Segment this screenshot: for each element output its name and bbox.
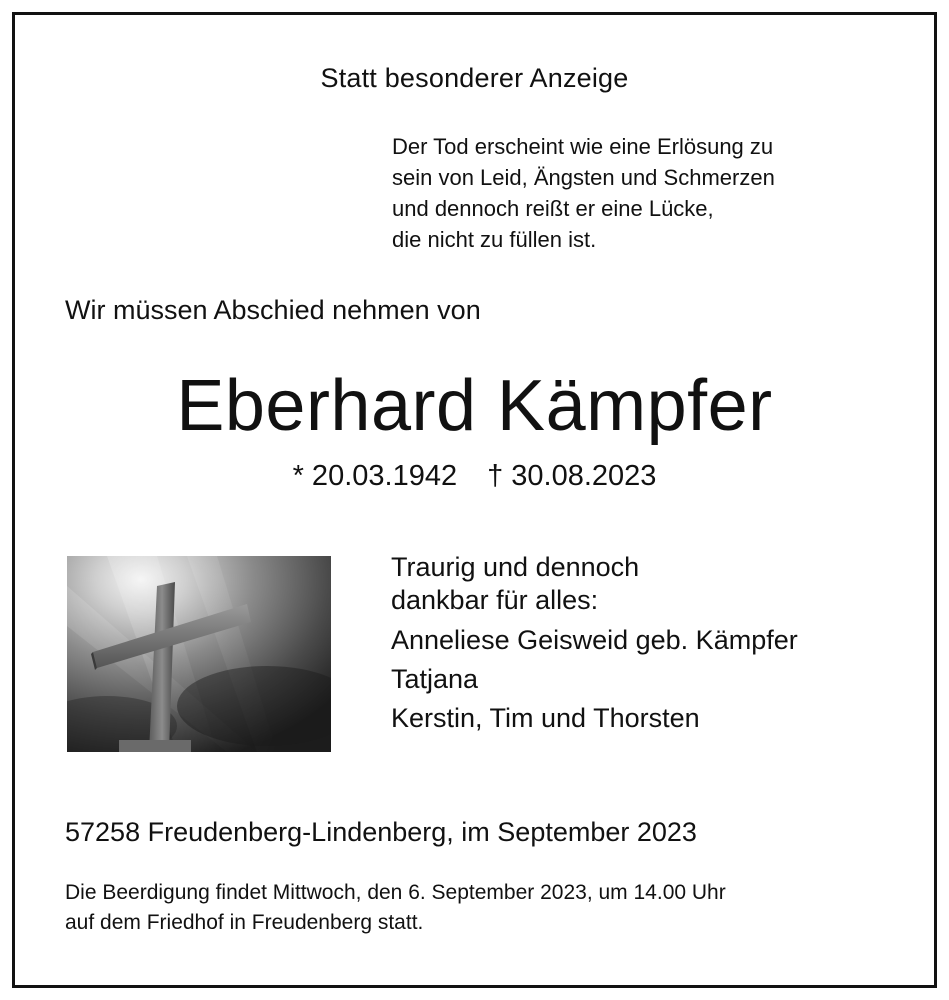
mourners-line: Traurig und dennoch [391,552,640,582]
birth-date: * 20.03.1942 [292,460,458,492]
funeral-info [65,878,925,938]
funeral-line: Die Beerdigung findet Mittwoch, den 6. September 2023, um 14.00 Uhr [65,881,726,904]
mourner-name: Tatjana [391,664,479,694]
quote-line: die nicht zu füllen ist. [392,227,597,252]
life-dates [15,460,934,493]
notice-frame [12,12,937,988]
quote-block [392,131,862,255]
deceased-name: Eberhard Kämpfer [176,366,773,446]
cross-photo-icon [67,556,331,752]
quote-line: und dennoch reißt er eine Lücke, [392,196,714,221]
place-date: 57258 Freudenberg-Lindenberg, im September 2023 [65,817,697,847]
mourner-name: Anneliese Geisweid geb. Kämpfer [391,625,798,655]
mourners-line: dankbar für alles: [391,585,599,615]
notice-header: Statt besonderer Anzeige [320,63,629,93]
intro-text: Wir müssen Abschied nehmen von [65,295,481,325]
quote-line: sein von Leid, Ängsten und Schmerzen [392,165,775,190]
mourners-block [391,551,911,734]
quote-line: Der Tod erscheint wie eine Erlösung zu [392,134,774,159]
death-date: † 30.08.2023 [487,460,657,492]
funeral-line: auf dem Friedhof in Freudenberg statt. [65,911,424,934]
mourner-name: Kerstin, Tim und Thorsten [391,703,700,733]
